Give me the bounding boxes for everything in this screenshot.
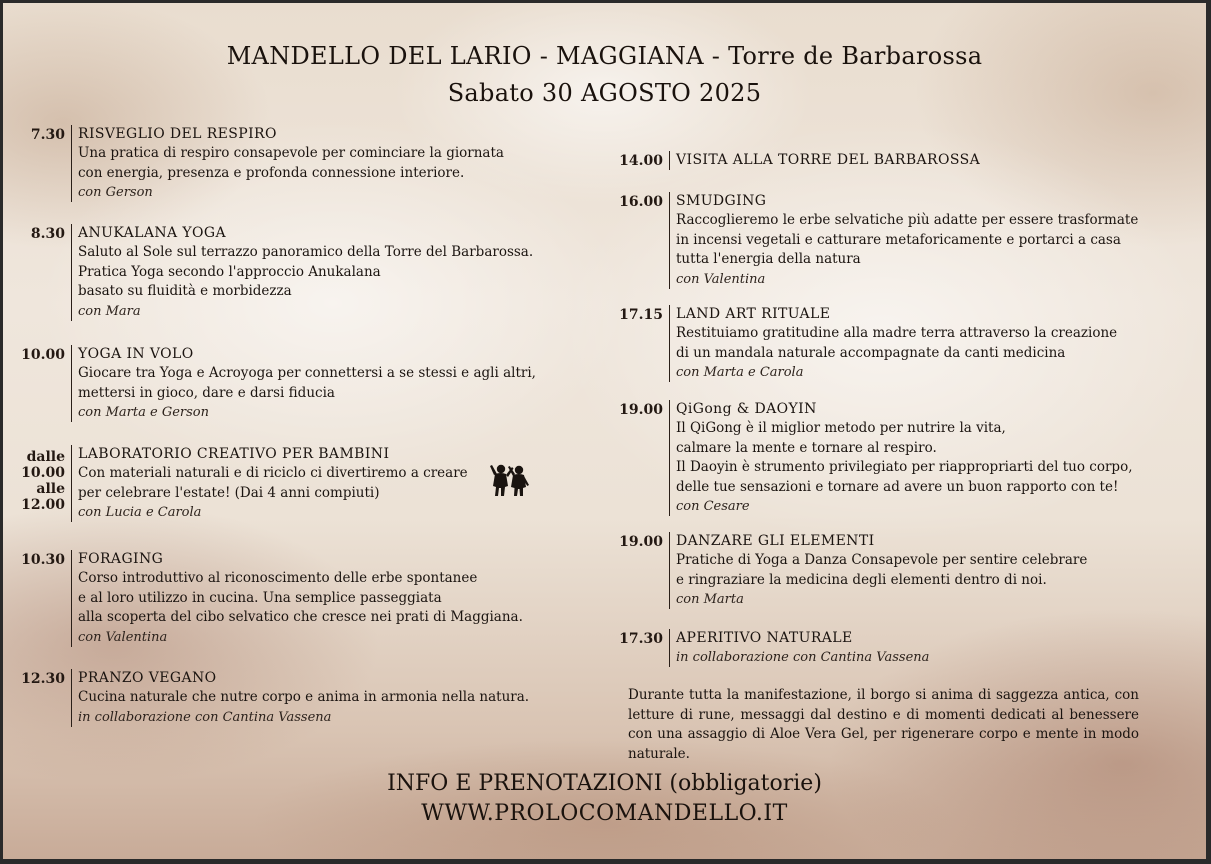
time-from-label: dalle bbox=[26, 449, 65, 465]
children-silhouette-icon bbox=[490, 462, 530, 498]
event-title: ANUKALANA YOGA bbox=[78, 225, 226, 241]
event-host: con Marta e Carola bbox=[676, 365, 804, 380]
event-body bbox=[71, 550, 523, 647]
event-host: con Mara bbox=[78, 303, 141, 319]
event-time: 10.30 bbox=[21, 552, 65, 568]
event-host: con Valentina bbox=[676, 271, 766, 287]
festival-note: Durante tutta la manifestazione, il borgo si anima di saggezza antica, con letture di rune, messaggi dal destino e di momenti dedicati al benessere con una assaggio di Aloe Vera Gel, per rigenerare corpo e mente in modo naturale. bbox=[628, 687, 1139, 762]
event-title: PRANZO VEGANO bbox=[78, 670, 217, 686]
event-body bbox=[71, 445, 468, 522]
time-end: 12.00 bbox=[21, 497, 65, 513]
event-body bbox=[669, 400, 1133, 516]
event-line: Il QiGong è il miglior metodo per nutrire la vita, bbox=[676, 420, 1006, 436]
event-title: VISITA ALLA TORRE DEL BARBAROSSA bbox=[676, 152, 981, 168]
event-line: alla scoperta del cibo selvatico che cresce nei prati di Maggiana. bbox=[78, 609, 523, 625]
event-body bbox=[71, 345, 536, 422]
event-line: Saluto al Sole sul terrazzo panoramico della Torre del Barbarossa. bbox=[78, 244, 534, 260]
event-line: Pratica Yoga secondo l'approccio Anukalana bbox=[78, 263, 381, 280]
event-title: LAND ART RITUALE bbox=[676, 306, 831, 322]
info-heading: INFO E PRENOTAZIONI (obbligatorie) bbox=[387, 771, 822, 796]
event-body bbox=[669, 629, 929, 667]
event-line: di un mandala naturale accompagnate da canti medicina bbox=[676, 344, 1066, 361]
event-date: Sabato 30 AGOSTO 2025 bbox=[447, 79, 762, 107]
event-title: RISVEGLIO DEL RESPIRO bbox=[78, 126, 277, 142]
event-time: 8.30 bbox=[30, 226, 65, 242]
event-line: per celebrare l'estate! (Dai 4 anni compiuti) bbox=[78, 484, 380, 501]
event-host: in collaborazione con Cantina Vassena bbox=[78, 709, 332, 725]
event-body bbox=[669, 532, 1087, 609]
event-host: in collaborazione con Cantina Vassena bbox=[676, 650, 930, 665]
event-line: calmare la mente e tornare al respiro. bbox=[676, 439, 937, 456]
event-title: YOGA IN VOLO bbox=[78, 346, 194, 362]
event-line: e al loro utilizzo in cucina. Una semplice passeggiata bbox=[78, 589, 442, 606]
event-line: Restituiamo gratitudine alla madre terra attraverso la creazione bbox=[676, 325, 1118, 341]
event-title: SMUDGING bbox=[676, 193, 767, 209]
time-start: 10.00 bbox=[21, 465, 65, 481]
event-line: con energia, presenza e profonda connessione interiore. bbox=[78, 164, 465, 181]
event-line: Una pratica di respiro consapevole per cominciare la giornata bbox=[78, 145, 504, 161]
event-time: 10.00 bbox=[21, 347, 65, 363]
event-line: basato su fluidità e morbidezza bbox=[78, 283, 292, 299]
event-time-range bbox=[3, 449, 65, 513]
event-line: Con materiali naturali e di riciclo ci divertiremo a creare bbox=[78, 465, 468, 481]
flyer bbox=[3, 3, 1206, 859]
event-host: con Marta e Gerson bbox=[78, 405, 209, 420]
event-line: delle tue sensazioni e tornare ad avere un buon rapporto con te! bbox=[676, 478, 1119, 495]
event-line: tutta l'energia della natura bbox=[676, 251, 861, 267]
event-host: con Lucia e Carola bbox=[78, 505, 202, 520]
event-line: in incensi vegetali e catturare metaforicamente e portarci a casa bbox=[676, 231, 1121, 248]
event-time: 7.30 bbox=[30, 127, 65, 143]
event-host: con Cesare bbox=[676, 499, 750, 514]
event-line: Cucina naturale che nutre corpo e anima in armonia nella natura. bbox=[78, 689, 530, 705]
event-body bbox=[669, 305, 1117, 382]
event-title: DANZARE GLI ELEMENTI bbox=[676, 533, 875, 549]
event-line: Corso introduttivo al riconoscimento delle erbe spontanee bbox=[78, 570, 478, 586]
event-time: 19.00 bbox=[619, 402, 663, 418]
event-time: 17.30 bbox=[619, 631, 663, 647]
page-title: MANDELLO DEL LARIO - MAGGIANA - Torre de Barbarossa bbox=[226, 42, 983, 70]
website-link[interactable]: WWW.PROLOCOMANDELLO.IT bbox=[421, 801, 788, 826]
event-line: Pratiche di Yoga a Danza Consapevole per sentire celebrare bbox=[676, 552, 1088, 568]
event-title: APERITIVO NATURALE bbox=[676, 630, 853, 646]
event-body bbox=[669, 151, 980, 170]
event-host: con Valentina bbox=[78, 629, 168, 645]
event-time: 16.00 bbox=[619, 194, 663, 210]
event-line: e ringraziare la medicina degli elementi dentro di noi. bbox=[676, 571, 1047, 588]
event-body bbox=[71, 125, 504, 202]
event-line: mettersi in gioco, dare e darsi fiducia bbox=[78, 384, 335, 401]
event-title: QiGong & DAOYIN bbox=[676, 401, 817, 417]
event-body bbox=[71, 224, 533, 321]
event-line: Il Daoyin è strumento privilegiato per riappropriarti del tuo corpo, bbox=[676, 459, 1133, 475]
time-to-label: alle bbox=[36, 481, 65, 497]
event-title: LABORATORIO CREATIVO PER BAMBINI bbox=[78, 446, 390, 462]
event-title: FORAGING bbox=[78, 551, 164, 567]
event-time: 14.00 bbox=[619, 153, 663, 169]
event-time: 19.00 bbox=[619, 534, 663, 550]
event-host: con Gerson bbox=[78, 185, 153, 200]
event-time: 12.30 bbox=[21, 671, 65, 687]
event-body bbox=[669, 192, 1138, 289]
event-body bbox=[71, 669, 529, 727]
event-line: Giocare tra Yoga e Acroyoga per connettersi a se stessi e agli altri, bbox=[78, 365, 536, 381]
event-time: 17.15 bbox=[619, 307, 663, 323]
event-line: Raccoglieremo le erbe selvatiche più adatte per essere trasformate bbox=[676, 212, 1139, 228]
event-host: con Marta bbox=[676, 592, 744, 607]
